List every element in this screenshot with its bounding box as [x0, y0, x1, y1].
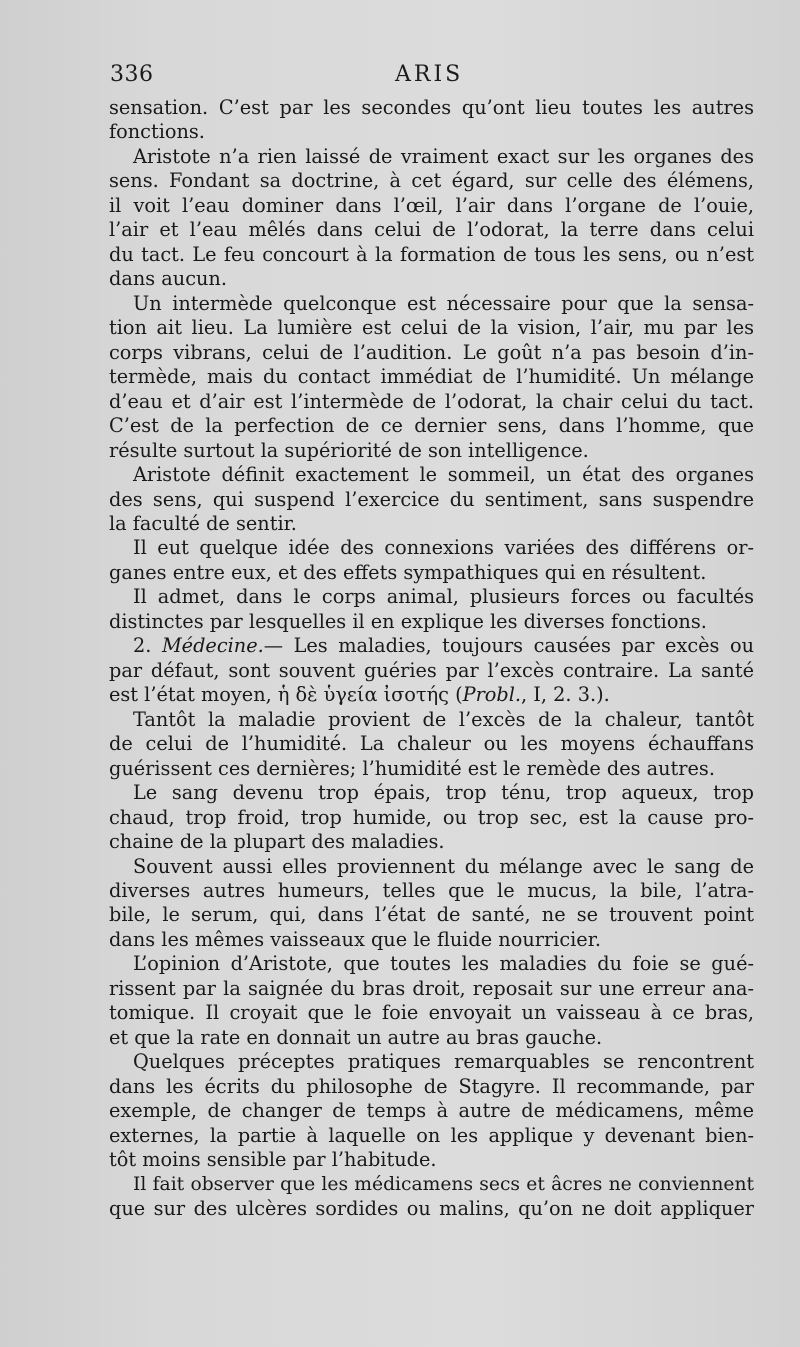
text-line: chaud, trop froid, trop humide, ou trop sec, est la cause pro-: [109, 805, 754, 829]
text-line: tôt moins sensible par l’habitude.: [109, 1148, 437, 1172]
page-header: [110, 62, 750, 96]
text-line: dans les écrits du philosophe de Stagyre. Il recommande, par: [109, 1074, 754, 1098]
text-line: Il fait observer que les médicamens secs et âcres ne conviennent: [133, 1173, 754, 1195]
text-line: résulte surtout la supériorité de son intelligence.: [109, 438, 589, 462]
text-line: il voit l’eau dominer dans l’œil, l’air dans l’organe de l’ouie,: [109, 193, 754, 217]
text-line: et que la rate en donnait un autre au bras gauche.: [109, 1025, 603, 1049]
text-line: Aristote définit exactement le sommeil, un état des organes: [133, 463, 754, 487]
italic-term: Probl.: [462, 683, 522, 707]
text-line: par défaut, sont souvent guéries par l’excès contraire. La santé: [109, 658, 754, 682]
text-line: termède, mais du contact immédiat de l’humidité. Un mélange: [109, 365, 754, 389]
text-line: Le sang devenu trop épais, trop ténu, trop aqueux, trop: [133, 781, 754, 805]
text-line: que sur des ulcères sordides ou malins, qu’on ne doit appliquer: [109, 1197, 754, 1221]
text-line: Un intermède quelconque est nécessaire pour que la sensa-: [133, 291, 754, 315]
italic-term: Médecine.: [161, 634, 264, 658]
text-line: distinctes par lesquelles il en explique les diverses fonctions.: [109, 609, 707, 633]
text-line: tion ait lieu. La lumière est celui de la vision, l’air, mu par les: [109, 316, 754, 340]
text-line: diverses autres humeurs, telles que le mucus, la bile, l’atra-: [109, 879, 754, 902]
text-line: 2. Médecine.— Les maladies, toujours causées par excès ou: [133, 634, 754, 658]
text-line: externes, la partie à laquelle on les applique y devenant bien-: [109, 1123, 754, 1147]
body-text: [109, 96, 754, 1222]
text-line: Souvent aussi elles proviennent du mélange avec le sang de: [133, 854, 754, 878]
text-line: rissent par la saignée du bras droit, reposait sur une erreur ana-: [109, 976, 754, 1000]
text-line: chaine de la plupart des maladies.: [109, 830, 445, 854]
text-line: sens. Fondant sa doctrine, à cet égard, sur celle des élémens,: [109, 169, 754, 193]
text-line: la faculté de sentir.: [109, 511, 297, 535]
text-line: du tact. Le feu concourt à la formation de tous les sens, ou n’est: [109, 242, 754, 266]
page-number: 336: [110, 62, 154, 87]
text-line: dans les mêmes vaisseaux que le fluide nourricier.: [109, 927, 601, 951]
text-line: bile, le serum, qui, dans l’état de santé, ne se trouvent point: [109, 903, 754, 927]
text-line: dans aucun.: [109, 267, 227, 291]
text-line: l’air et l’eau mêlés dans celui de l’odorat, la terre dans celui: [109, 218, 754, 242]
text-line: d’eau et d’air est l’intermède de l’odorat, la chair celui du tact.: [109, 389, 754, 413]
text-line: de celui de l’humidité. La chaleur ou les moyens échauffans: [109, 732, 754, 756]
text-line: des sens, qui suspend l’exercice du sentiment, sans suspendre: [109, 487, 754, 511]
text-line: ganes entre eux, et des effets sympathiques qui en résultent.: [109, 560, 707, 584]
text-line: est l’état moyen, ἡ δὲ ὑγεία ἰσοτής (Probl., I, 2. 3.).: [109, 683, 610, 707]
text-line: C’est de la perfection de ce dernier sens, dans l’homme, que: [109, 414, 754, 438]
text-line: corps vibrans, celui de l’audition. Le goût n’a pas besoin d’in-: [109, 340, 754, 364]
text-line: L’opinion d’Aristote, que toutes les maladies du foie se gué-: [133, 952, 754, 976]
running-title: ARIS: [395, 62, 464, 87]
text-line: Tantôt la maladie provient de l’excès de la chaleur, tantôt: [133, 707, 754, 731]
text-line: Quelques préceptes pratiques remarquables se rencontrent: [133, 1050, 754, 1074]
text-line: guérissent ces dernières; l’humidité est le remède des autres.: [109, 756, 715, 780]
text-line: Aristote n’a rien laissé de vraiment exact sur les organes des: [133, 144, 754, 168]
text-line: sensation. C’est par les secondes qu’ont lieu toutes les autres: [109, 96, 754, 119]
text-line: tomique. Il croyait que le foie envoyait un vaisseau à ce bras,: [109, 1001, 754, 1025]
text-line: fonctions.: [109, 120, 205, 144]
text-line: Il admet, dans le corps animal, plusieurs forces ou facultés: [133, 585, 754, 609]
text-line: exemple, de changer de temps à autre de médicamens, même: [109, 1099, 754, 1123]
text-line: Il eut quelque idée des connexions variées des différens or-: [133, 536, 754, 560]
